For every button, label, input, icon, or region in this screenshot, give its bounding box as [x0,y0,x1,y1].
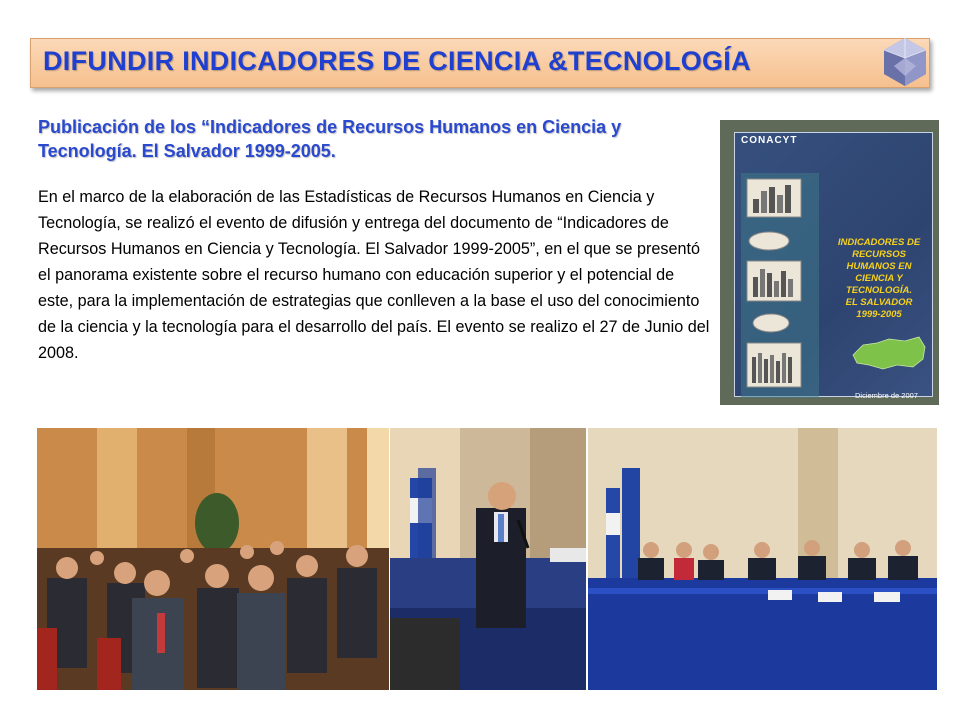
cover-brand: CONACYT [741,135,798,146]
photo-audience [37,428,389,690]
description-paragraph: En el marco de la elaboración de las Estadísticas de Recursos Humanos en Ciencia y Tecnología, se realizó el evento de difusión y entrega del documento de “Indicadores de Recursos Humanos en Ciencia y Tecnología. El Salvador 1999-2005”, en el que se presentó el panorama existente sobre el recurso humano con educación superior y el potencial de este, para la implementación de estrategias que conlleven a la base el uso del conocimiento de la ciencia y la tecnología para el desarrollo del país. El evento se realizo el 27 de Junio del 2008. [38,188,710,362]
cover-date: Diciembre de 2007 [855,391,918,400]
document-cover-image [720,120,939,405]
gem-icon [880,36,930,88]
publication-subtitle: Publicación de los “Indicadores de Recursos Humanos en Ciencia y Tecnología. El Salvador 1999-2005. [38,117,622,161]
title-banner [30,38,930,88]
photo-head-table [588,428,937,690]
page-title: DIFUNDIR INDICADORES DE CIENCIA &TECNOLOGÍA [43,46,751,76]
cover-chart-thumbnails [739,173,821,398]
cover-title: INDICADORES DE RECURSOS HUMANOS EN CIENCIA Y TECNOLOGÍA. EL SALVADOR 1999-2005 [837,237,921,320]
photo-speaker [390,428,586,690]
el-salvador-map [849,333,929,373]
